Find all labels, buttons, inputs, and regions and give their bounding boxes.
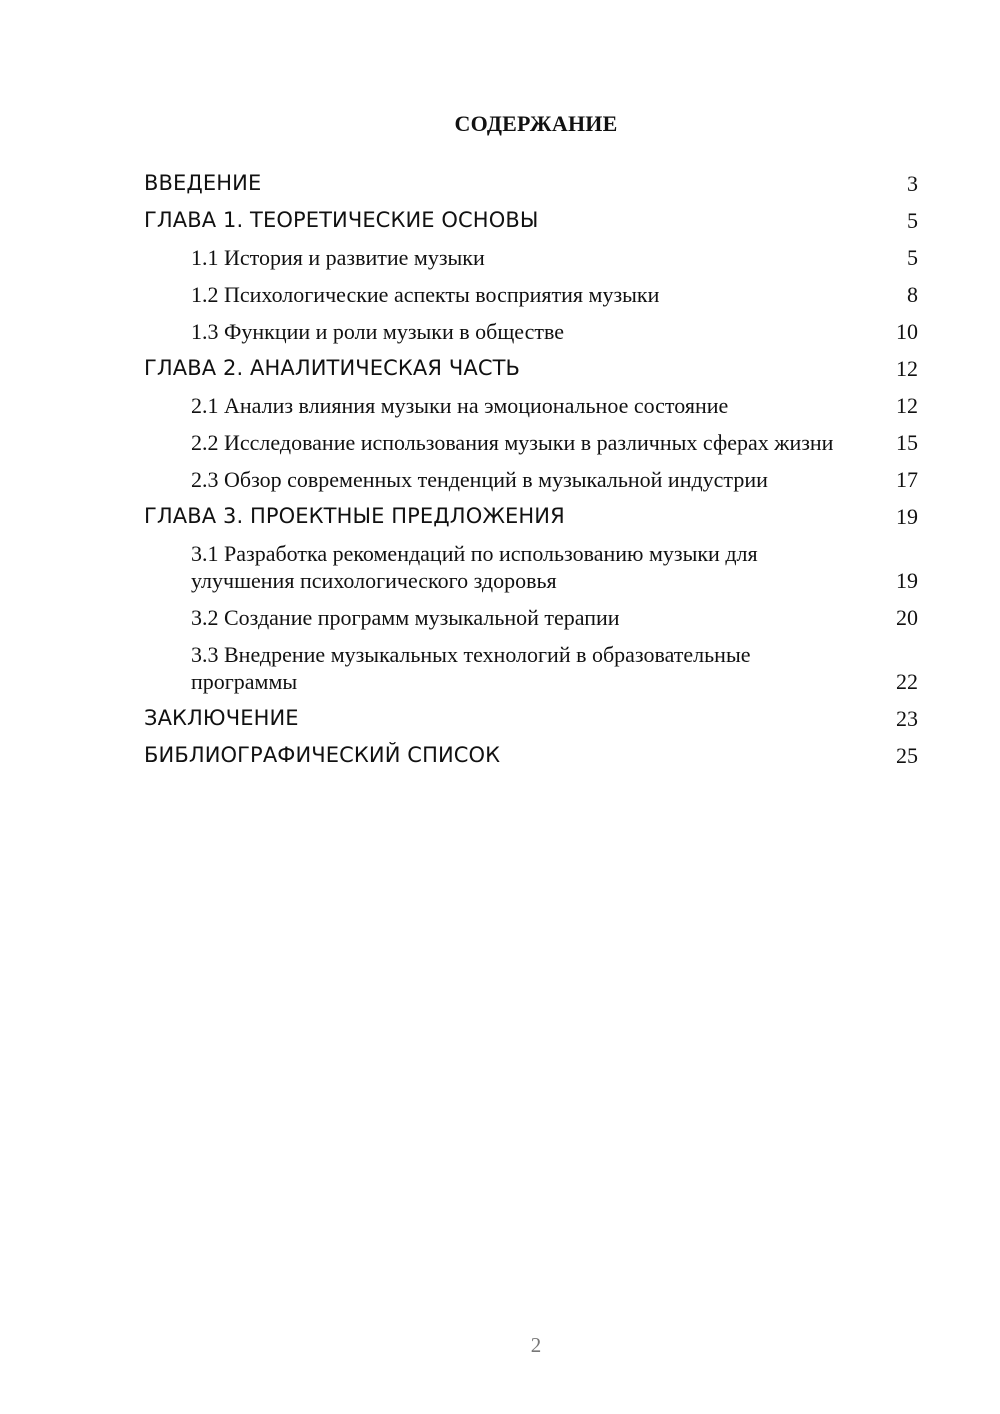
toc-entry-page: 12: [896, 393, 918, 418]
toc-entry-page: 3: [907, 171, 918, 196]
toc-entry-page: 25: [896, 743, 918, 768]
toc-entry-title: ГЛАВА 3. ПРОЕКТНЫЕ ПРЕДЛОЖЕНИЯ: [144, 504, 565, 528]
toc-entry-title: 1.3 Функции и роли музыки в обществе: [191, 319, 564, 344]
toc-entry-page: 10: [896, 319, 918, 344]
toc-entry-title: ГЛАВА 2. АНАЛИТИЧЕСКАЯ ЧАСТЬ: [144, 356, 521, 380]
toc-entry-page: 15: [896, 430, 918, 455]
toc-entry-section-1-1[interactable]: [144, 244, 918, 271]
toc-entry-title: БИБЛИОГРАФИЧЕСКИЙ СПИСОК: [144, 743, 501, 767]
toc-entry-section-2-3[interactable]: [144, 466, 918, 493]
toc-entry-page: 19: [896, 504, 918, 529]
toc-entry-section-3-2[interactable]: [144, 604, 918, 631]
page-number: 2: [530, 1333, 542, 1357]
toc-entry-page: 12: [896, 356, 918, 381]
toc-entry-section-1-3[interactable]: [144, 318, 918, 345]
toc-entry-section-2-2[interactable]: [144, 429, 918, 456]
toc-entry-section-1-2[interactable]: [144, 281, 918, 308]
toc-entry-section-2-1[interactable]: [144, 392, 918, 419]
toc-entry-title: 2.2 Исследование использования музыки в различных сферах жизни: [191, 430, 834, 455]
toc-entry-bibliography[interactable]: [144, 742, 918, 769]
toc-entry-chapter-1[interactable]: [144, 207, 918, 234]
toc-entry-title: 1.1 История и развитие музыки: [191, 245, 485, 270]
page-title: СОДЕРЖАНИЕ: [454, 110, 618, 136]
toc-entry-title: ГЛАВА 1. ТЕОРЕТИЧЕСКИЕ ОСНОВЫ: [144, 208, 539, 232]
toc-entry-page: 22: [896, 669, 918, 694]
toc-entry-title: ЗАКЛЮЧЕНИЕ: [144, 706, 299, 730]
toc-entry-page: 19: [896, 568, 918, 593]
toc-entry-page: 5: [907, 245, 918, 270]
toc-entry-title: 2.3 Обзор современных тенденций в музыкальной индустрии: [191, 467, 768, 492]
toc-entry-title: 1.2 Психологические аспекты восприятия музыки: [191, 282, 660, 307]
toc-entry-introduction[interactable]: [144, 170, 918, 197]
toc-entry-title: 3.2 Создание программ музыкальной терапии: [191, 605, 620, 630]
toc-entry-page: 17: [896, 467, 918, 492]
toc-entry-title: ВВЕДЕНИЕ: [144, 171, 262, 195]
toc-entry-title: 3.1 Разработка рекомендаций по использованию музыки для улучшения психологического здоровья: [191, 541, 758, 593]
toc-entry-page: 23: [896, 706, 918, 731]
toc-entry-conclusion[interactable]: [144, 705, 918, 732]
toc-entry-title: 2.1 Анализ влияния музыки на эмоциональное состояние: [191, 393, 729, 418]
toc-entry-chapter-2[interactable]: [144, 355, 918, 382]
toc-entry-title: 3.3 Внедрение музыкальных технологий в образовательные программы: [191, 642, 751, 694]
toc-entry-chapter-3[interactable]: [144, 503, 918, 530]
toc-entry-section-3-1[interactable]: [144, 540, 918, 594]
toc-entry-page: 5: [907, 208, 918, 233]
toc-entry-page: 8: [907, 282, 918, 307]
toc-entry-section-3-3[interactable]: [144, 641, 918, 695]
toc-entry-page: 20: [896, 605, 918, 630]
table-of-contents: [144, 170, 918, 779]
